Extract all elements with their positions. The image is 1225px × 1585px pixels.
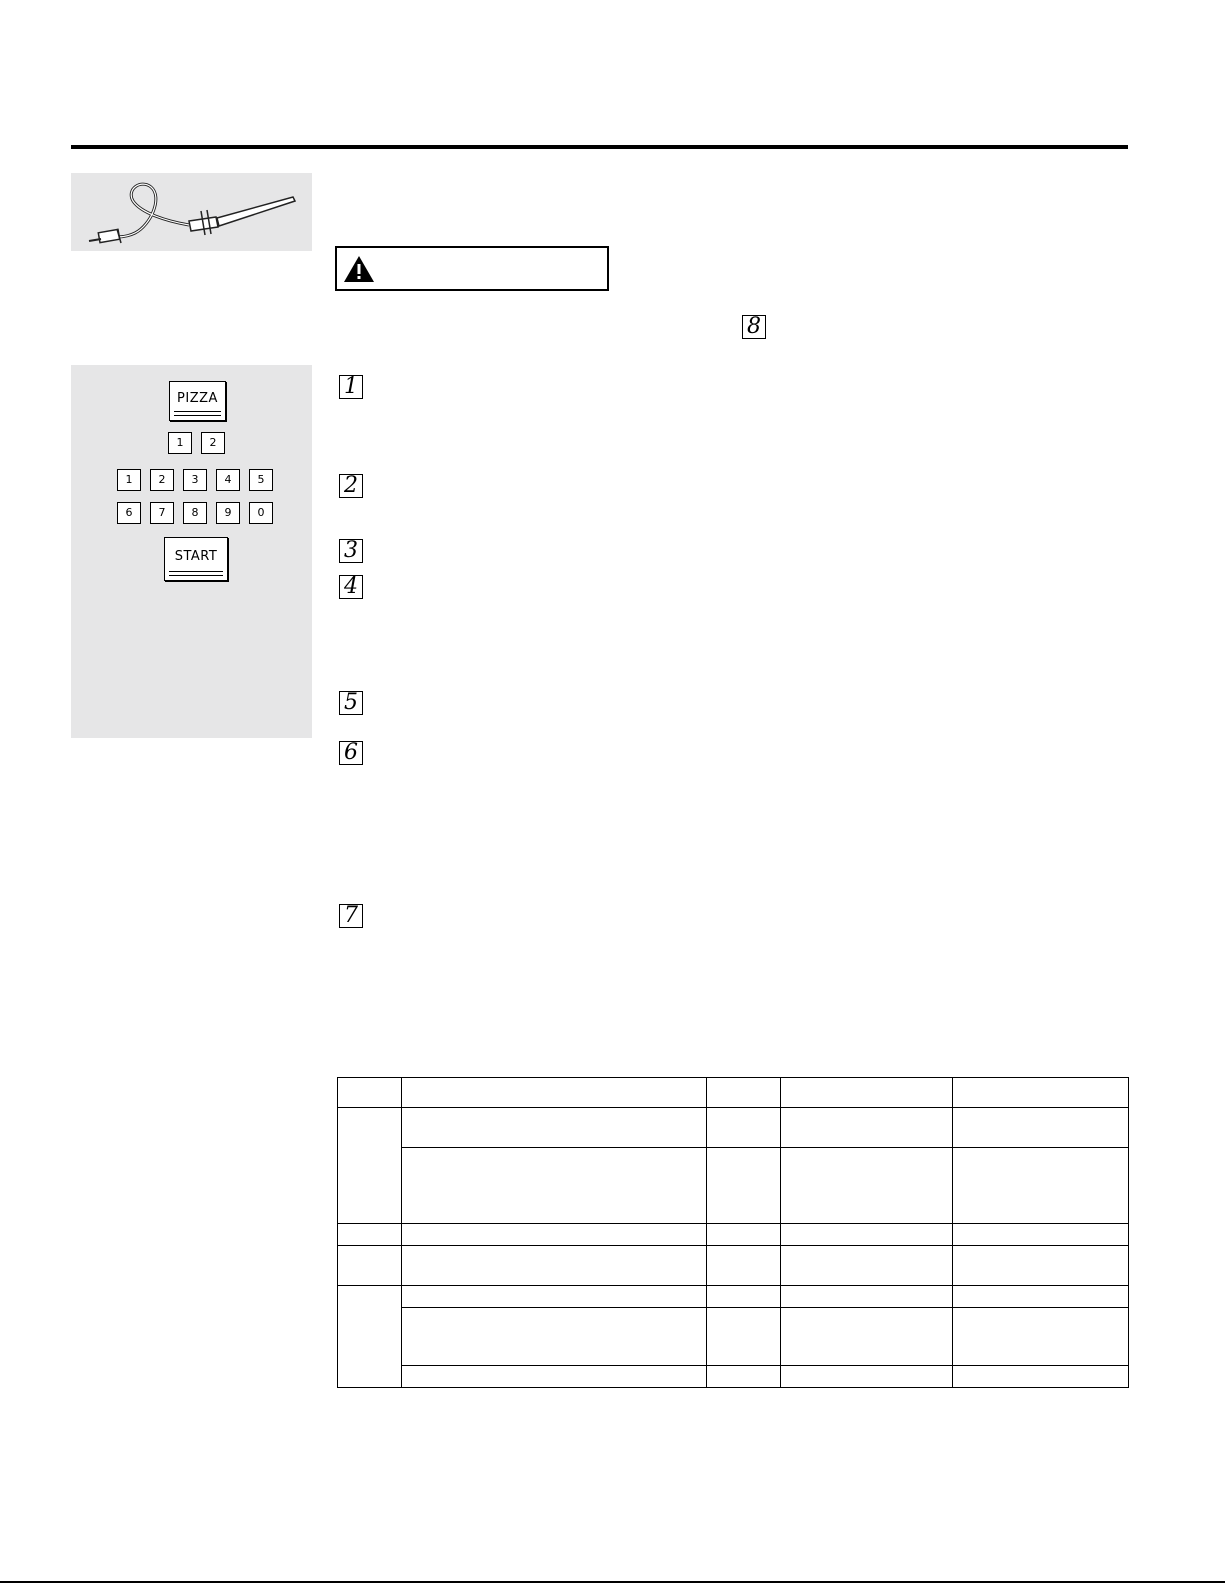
step-6: 6 [339,741,363,765]
table-cell [781,1286,953,1308]
table-row [338,1286,1129,1308]
warning-triangle-icon [342,254,376,284]
number-key-4[interactable]: 4 [216,469,240,491]
pizza-button[interactable] [169,381,226,421]
table-cell [781,1246,953,1286]
table-cell [402,1078,707,1108]
number-key-8[interactable]: 8 [183,502,207,524]
pizza-button-label: PIZZA [177,390,218,406]
table-cell [953,1308,1129,1366]
table-cell [402,1246,707,1286]
table-cell [953,1078,1129,1108]
table-cell [707,1246,781,1286]
table-row [338,1308,1129,1366]
table-cell [338,1108,402,1224]
table-cell [707,1078,781,1108]
step-1: 1 [339,375,363,399]
number-key-7[interactable]: 7 [150,502,174,524]
table-cell [953,1286,1129,1308]
table-cell [338,1224,402,1246]
number-key-6[interactable]: 6 [117,502,141,524]
step-7: 7 [339,904,363,928]
table-cell [953,1246,1129,1286]
size-key-1[interactable]: 1 [168,432,192,454]
probe-illustration-panel [71,173,312,251]
table-cell [707,1108,781,1148]
step-4: 4 [339,575,363,599]
table-cell [707,1286,781,1308]
table-cell [953,1148,1129,1224]
top-rule [71,145,1128,149]
table-cell [953,1108,1129,1148]
number-key-9[interactable]: 9 [216,502,240,524]
table-cell [707,1308,781,1366]
table-cell [402,1366,707,1388]
table-cell [781,1224,953,1246]
keypad-panel [71,365,312,738]
table-cell [781,1108,953,1148]
table-cell [707,1148,781,1224]
number-key-2[interactable]: 2 [150,469,174,491]
table-cell [402,1308,707,1366]
start-button[interactable] [164,537,228,581]
table-cell [781,1078,953,1108]
table-cell [402,1108,707,1148]
number-key-1[interactable]: 1 [117,469,141,491]
table-cell [402,1224,707,1246]
table-cell [953,1366,1129,1388]
table-cell [707,1224,781,1246]
table-cell [338,1246,402,1286]
table-cell [338,1078,402,1108]
table-row [338,1366,1129,1388]
table-cell [402,1286,707,1308]
probe-icon [71,173,312,251]
table-row [338,1078,1129,1108]
table-row [338,1246,1129,1286]
bottom-rule [0,1581,1225,1583]
number-key-0[interactable]: 0 [249,502,273,524]
table-cell [953,1224,1129,1246]
number-key-3[interactable]: 3 [183,469,207,491]
start-button-label: START [174,548,218,564]
warning-box [335,246,609,291]
table-row [338,1224,1129,1246]
table-cell [781,1148,953,1224]
step-5: 5 [339,691,363,715]
table-cell [402,1148,707,1224]
table-row [338,1148,1129,1224]
cooking-guide-table [337,1077,1129,1388]
step-2: 2 [339,474,363,498]
number-key-5[interactable]: 5 [249,469,273,491]
step-reference-8: 8 [742,315,766,339]
step-3: 3 [339,539,363,563]
size-key-2[interactable]: 2 [201,432,225,454]
table-cell [781,1308,953,1366]
table-cell [338,1286,402,1388]
table-row [338,1108,1129,1148]
table-cell [707,1366,781,1388]
table-cell [781,1366,953,1388]
